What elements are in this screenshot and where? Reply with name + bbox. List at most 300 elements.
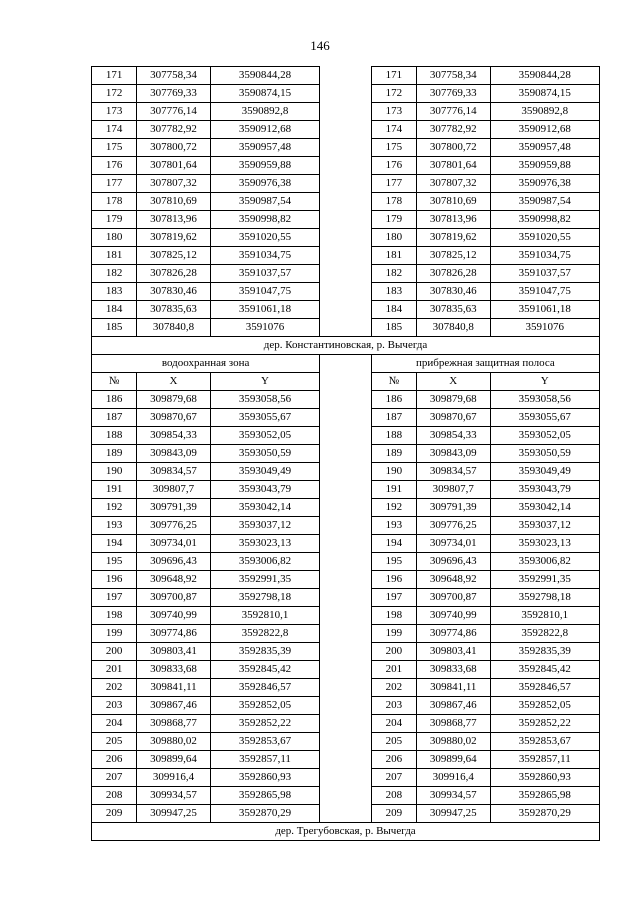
column-gap [320, 643, 372, 661]
table-row [92, 571, 600, 589]
column-gap [320, 481, 372, 499]
column-gap [320, 679, 372, 697]
column-gap [320, 265, 372, 283]
column-gap [320, 175, 372, 193]
cell-num-left: 183 [92, 283, 137, 301]
cell-y-right: 3592870,29 [490, 805, 599, 823]
table-row [92, 157, 600, 175]
header-num-left: № [92, 373, 137, 391]
column-gap [320, 697, 372, 715]
cell-num-left: 190 [92, 463, 137, 481]
column-gap [320, 517, 372, 535]
table-row [92, 751, 600, 769]
column-gap [320, 463, 372, 481]
table-row [92, 463, 600, 481]
cell-num-right: 172 [371, 85, 416, 103]
cell-num-right: 192 [371, 499, 416, 517]
cell-num-right: 205 [371, 733, 416, 751]
column-gap [320, 391, 372, 409]
cell-y-right: 3593052,05 [490, 427, 599, 445]
cell-num-left: 184 [92, 301, 137, 319]
column-gap [320, 589, 372, 607]
cell-x-left: 309740,99 [137, 607, 211, 625]
column-gap [320, 85, 372, 103]
cell-num-left: 181 [92, 247, 137, 265]
column-gap [320, 373, 372, 391]
cell-x-right: 309807,7 [416, 481, 490, 499]
cell-x-left: 307810,69 [137, 193, 211, 211]
cell-x-left: 309696,43 [137, 553, 211, 571]
cell-y-right: 3591037,57 [490, 265, 599, 283]
cell-y-right: 3592857,11 [490, 751, 599, 769]
cell-y-left: 3592845,42 [210, 661, 319, 679]
column-gap [320, 553, 372, 571]
cell-num-right: 186 [371, 391, 416, 409]
cell-num-left: 171 [92, 67, 137, 85]
cell-num-left: 189 [92, 445, 137, 463]
table-row [92, 697, 600, 715]
cell-x-right: 309899,64 [416, 751, 490, 769]
cell-y-left: 3592857,11 [210, 751, 319, 769]
cell-y-right: 3592835,39 [490, 643, 599, 661]
cell-x-left: 307840,8 [137, 319, 211, 337]
cell-num-left: 178 [92, 193, 137, 211]
cell-x-left: 309868,77 [137, 715, 211, 733]
cell-y-left: 3593043,79 [210, 481, 319, 499]
cell-num-left: 172 [92, 85, 137, 103]
column-gap [320, 211, 372, 229]
cell-y-left: 3590987,54 [210, 193, 319, 211]
cell-x-right: 309776,25 [416, 517, 490, 535]
table-row [92, 733, 600, 751]
cell-x-right: 307776,14 [416, 103, 490, 121]
column-gap [320, 193, 372, 211]
cell-num-right: 208 [371, 787, 416, 805]
cell-y-right: 3592810,1 [490, 607, 599, 625]
cell-y-left: 3592853,67 [210, 733, 319, 751]
cell-x-right: 309880,02 [416, 733, 490, 751]
table-row [92, 553, 600, 571]
cell-num-right: 175 [371, 139, 416, 157]
cell-y-right: 3591076 [490, 319, 599, 337]
cell-num-left: 199 [92, 625, 137, 643]
cell-num-left: 185 [92, 319, 137, 337]
column-gap [320, 67, 372, 85]
cell-num-right: 176 [371, 157, 416, 175]
cell-num-left: 197 [92, 589, 137, 607]
table-row [92, 643, 600, 661]
cell-num-left: 180 [92, 229, 137, 247]
table-row [92, 193, 600, 211]
cell-num-left: 176 [92, 157, 137, 175]
cell-x-right: 307826,28 [416, 265, 490, 283]
header-x-right: X [416, 373, 490, 391]
cell-x-right: 307840,8 [416, 319, 490, 337]
cell-num-right: 195 [371, 553, 416, 571]
cell-num-left: 207 [92, 769, 137, 787]
cell-num-left: 182 [92, 265, 137, 283]
table-row [92, 265, 600, 283]
cell-num-right: 202 [371, 679, 416, 697]
cell-x-left: 307835,63 [137, 301, 211, 319]
cell-x-left: 309734,01 [137, 535, 211, 553]
cell-num-left: 193 [92, 517, 137, 535]
cell-y-left: 3591020,55 [210, 229, 319, 247]
cell-x-right: 307825,12 [416, 247, 490, 265]
cell-x-right: 309740,99 [416, 607, 490, 625]
table-row [92, 607, 600, 625]
header-y-right: Y [490, 373, 599, 391]
cell-num-left: 188 [92, 427, 137, 445]
column-gap [320, 769, 372, 787]
cell-num-left: 201 [92, 661, 137, 679]
cell-y-left: 3592852,22 [210, 715, 319, 733]
cell-num-left: 200 [92, 643, 137, 661]
cell-y-left: 3590998,82 [210, 211, 319, 229]
cell-x-right: 309867,46 [416, 697, 490, 715]
cell-y-left: 3591076 [210, 319, 319, 337]
cell-y-left: 3592822,8 [210, 625, 319, 643]
cell-y-left: 3590976,38 [210, 175, 319, 193]
cell-y-right: 3590892,8 [490, 103, 599, 121]
page-number: 146 [310, 38, 330, 53]
cell-num-right: 203 [371, 697, 416, 715]
cell-x-left: 309854,33 [137, 427, 211, 445]
table-row [92, 661, 600, 679]
cell-y-right: 3591047,75 [490, 283, 599, 301]
cell-num-right: 187 [371, 409, 416, 427]
table-row [92, 247, 600, 265]
cell-num-left: 195 [92, 553, 137, 571]
cell-num-right: 193 [371, 517, 416, 535]
cell-num-left: 192 [92, 499, 137, 517]
table-row [92, 103, 600, 121]
cell-num-right: 179 [371, 211, 416, 229]
cell-x-left: 309776,25 [137, 517, 211, 535]
cell-y-right: 3593042,14 [490, 499, 599, 517]
cell-x-left: 309807,7 [137, 481, 211, 499]
cell-y-left: 3592852,05 [210, 697, 319, 715]
cell-num-left: 205 [92, 733, 137, 751]
cell-x-right: 309879,68 [416, 391, 490, 409]
cell-x-right: 307807,32 [416, 175, 490, 193]
cell-x-left: 307769,33 [137, 85, 211, 103]
column-gap [320, 283, 372, 301]
cell-x-left: 307801,64 [137, 157, 211, 175]
cell-y-left: 3593023,13 [210, 535, 319, 553]
column-gap [320, 301, 372, 319]
table-section-header [92, 337, 600, 391]
cell-x-right: 309947,25 [416, 805, 490, 823]
cell-y-right: 3592865,98 [490, 787, 599, 805]
cell-y-left: 3592860,93 [210, 769, 319, 787]
cell-y-left: 3590912,68 [210, 121, 319, 139]
table-row [92, 805, 600, 823]
cell-num-right: 204 [371, 715, 416, 733]
cell-num-right: 174 [371, 121, 416, 139]
table-row [92, 67, 600, 85]
cell-y-left: 3593050,59 [210, 445, 319, 463]
cell-y-left: 3593049,49 [210, 463, 319, 481]
cell-num-left: 198 [92, 607, 137, 625]
cell-y-right: 3593023,13 [490, 535, 599, 553]
cell-y-left: 3593006,82 [210, 553, 319, 571]
table-row [92, 85, 600, 103]
cell-num-left: 203 [92, 697, 137, 715]
cell-y-right: 3592991,35 [490, 571, 599, 589]
cell-x-left: 307813,96 [137, 211, 211, 229]
table-row [92, 319, 600, 337]
column-gap [320, 157, 372, 175]
cell-x-right: 309803,41 [416, 643, 490, 661]
table-row [92, 409, 600, 427]
column-gap [320, 787, 372, 805]
cell-x-right: 307782,92 [416, 121, 490, 139]
cell-num-right: 199 [371, 625, 416, 643]
cell-x-right: 307769,33 [416, 85, 490, 103]
column-gap [320, 103, 372, 121]
cell-x-left: 307826,28 [137, 265, 211, 283]
cell-num-right: 182 [371, 265, 416, 283]
cell-x-right: 309843,09 [416, 445, 490, 463]
cell-y-left: 3592810,1 [210, 607, 319, 625]
table-section-footer [92, 823, 600, 841]
table-row [92, 499, 600, 517]
table-row [92, 229, 600, 247]
column-gap [320, 625, 372, 643]
cell-x-right: 309834,57 [416, 463, 490, 481]
cell-y-right: 3590998,82 [490, 211, 599, 229]
cell-x-right: 307813,96 [416, 211, 490, 229]
cell-num-right: 180 [371, 229, 416, 247]
table-row [92, 445, 600, 463]
cell-num-left: 174 [92, 121, 137, 139]
cell-y-right: 3592852,05 [490, 697, 599, 715]
cell-y-right: 3592798,18 [490, 589, 599, 607]
cell-x-right: 309854,33 [416, 427, 490, 445]
cell-y-right: 3590912,68 [490, 121, 599, 139]
table-row [92, 175, 600, 193]
cell-x-left: 309843,09 [137, 445, 211, 463]
column-gap [320, 409, 372, 427]
left-zone-title: водоохранная зона [92, 355, 320, 373]
cell-num-left: 206 [92, 751, 137, 769]
column-gap [320, 535, 372, 553]
cell-x-left: 309648,92 [137, 571, 211, 589]
cell-x-left: 309916,4 [137, 769, 211, 787]
cell-x-left: 307825,12 [137, 247, 211, 265]
header-x-left: X [137, 373, 211, 391]
right-zone-title: прибрежная защитная полоса [371, 355, 599, 373]
cell-y-right: 3590987,54 [490, 193, 599, 211]
cell-y-left: 3591061,18 [210, 301, 319, 319]
cell-y-left: 3593058,56 [210, 391, 319, 409]
cell-x-right: 309833,68 [416, 661, 490, 679]
cell-y-left: 3591047,75 [210, 283, 319, 301]
table-block-2 [92, 391, 600, 823]
cell-num-left: 187 [92, 409, 137, 427]
cell-num-right: 198 [371, 607, 416, 625]
cell-num-right: 173 [371, 103, 416, 121]
table-row [92, 679, 600, 697]
cell-x-right: 307819,62 [416, 229, 490, 247]
cell-y-left: 3592870,29 [210, 805, 319, 823]
cell-num-right: 183 [371, 283, 416, 301]
table-row [92, 427, 600, 445]
table-row [92, 787, 600, 805]
cell-num-right: 207 [371, 769, 416, 787]
table-row [92, 121, 600, 139]
cell-y-right: 3593043,79 [490, 481, 599, 499]
cell-num-right: 209 [371, 805, 416, 823]
cell-x-left: 309803,41 [137, 643, 211, 661]
cell-num-left: 204 [92, 715, 137, 733]
cell-x-left: 309934,57 [137, 787, 211, 805]
cell-x-left: 309700,87 [137, 589, 211, 607]
cell-x-left: 307782,92 [137, 121, 211, 139]
cell-num-left: 179 [92, 211, 137, 229]
cell-y-right: 3592852,22 [490, 715, 599, 733]
cell-num-left: 175 [92, 139, 137, 157]
cell-x-right: 309841,11 [416, 679, 490, 697]
table-row [92, 769, 600, 787]
cell-x-left: 309833,68 [137, 661, 211, 679]
cell-num-left: 173 [92, 103, 137, 121]
table-row [92, 589, 600, 607]
cell-x-left: 309834,57 [137, 463, 211, 481]
cell-y-right: 3592846,57 [490, 679, 599, 697]
cell-y-right: 3592860,93 [490, 769, 599, 787]
cell-y-left: 3590959,88 [210, 157, 319, 175]
cell-x-right: 309774,86 [416, 625, 490, 643]
cell-y-right: 3590957,48 [490, 139, 599, 157]
column-gap [320, 805, 372, 823]
cell-y-right: 3590844,28 [490, 67, 599, 85]
cell-x-right: 309870,67 [416, 409, 490, 427]
column-gap [320, 427, 372, 445]
cell-num-left: 196 [92, 571, 137, 589]
cell-num-right: 191 [371, 481, 416, 499]
cell-x-left: 309774,86 [137, 625, 211, 643]
cell-num-right: 185 [371, 319, 416, 337]
cell-num-right: 188 [371, 427, 416, 445]
cell-x-right: 307801,64 [416, 157, 490, 175]
cell-x-right: 309734,01 [416, 535, 490, 553]
cell-y-right: 3590976,38 [490, 175, 599, 193]
cell-y-left: 3592846,57 [210, 679, 319, 697]
cell-y-right: 3590959,88 [490, 157, 599, 175]
table-block-1 [92, 67, 600, 337]
cell-num-left: 208 [92, 787, 137, 805]
cell-x-right: 309648,92 [416, 571, 490, 589]
header-num-right: № [371, 373, 416, 391]
column-gap [320, 733, 372, 751]
column-gap [320, 445, 372, 463]
cell-y-left: 3592835,39 [210, 643, 319, 661]
column-gap [320, 319, 372, 337]
cell-num-left: 202 [92, 679, 137, 697]
table-row [92, 301, 600, 319]
cell-y-right: 3591061,18 [490, 301, 599, 319]
cell-x-left: 307776,14 [137, 103, 211, 121]
cell-x-right: 309934,57 [416, 787, 490, 805]
cell-num-right: 194 [371, 535, 416, 553]
cell-y-left: 3591034,75 [210, 247, 319, 265]
cell-x-left: 307800,72 [137, 139, 211, 157]
cell-y-right: 3593055,67 [490, 409, 599, 427]
cell-y-left: 3592991,35 [210, 571, 319, 589]
cell-num-right: 181 [371, 247, 416, 265]
header-y-left: Y [210, 373, 319, 391]
cell-num-right: 201 [371, 661, 416, 679]
column-gap [320, 247, 372, 265]
table-row [92, 481, 600, 499]
column-gap [320, 121, 372, 139]
table-row [92, 535, 600, 553]
cell-y-right: 3592822,8 [490, 625, 599, 643]
cell-y-right: 3591034,75 [490, 247, 599, 265]
cell-num-right: 171 [371, 67, 416, 85]
cell-y-right: 3593006,82 [490, 553, 599, 571]
cell-num-right: 206 [371, 751, 416, 769]
cell-x-left: 307758,34 [137, 67, 211, 85]
cell-x-left: 307807,32 [137, 175, 211, 193]
cell-x-left: 309899,64 [137, 751, 211, 769]
cell-x-right: 309791,39 [416, 499, 490, 517]
cell-num-left: 194 [92, 535, 137, 553]
cell-y-left: 3593037,12 [210, 517, 319, 535]
cell-y-right: 3590874,15 [490, 85, 599, 103]
cell-num-right: 196 [371, 571, 416, 589]
column-gap [320, 499, 372, 517]
cell-y-left: 3592798,18 [210, 589, 319, 607]
cell-num-left: 186 [92, 391, 137, 409]
cell-y-left: 3590957,48 [210, 139, 319, 157]
cell-x-right: 309700,87 [416, 589, 490, 607]
cell-y-right: 3592845,42 [490, 661, 599, 679]
cell-x-right: 309868,77 [416, 715, 490, 733]
cell-num-left: 177 [92, 175, 137, 193]
table-row [92, 625, 600, 643]
cell-x-right: 307810,69 [416, 193, 490, 211]
column-gap [320, 661, 372, 679]
cell-num-left: 191 [92, 481, 137, 499]
table-row [92, 139, 600, 157]
cell-num-right: 190 [371, 463, 416, 481]
cell-x-left: 309879,68 [137, 391, 211, 409]
cell-num-right: 177 [371, 175, 416, 193]
column-gap [320, 229, 372, 247]
cell-y-right: 3593050,59 [490, 445, 599, 463]
cell-y-left: 3590874,15 [210, 85, 319, 103]
column-gap [320, 139, 372, 157]
cell-y-right: 3593037,12 [490, 517, 599, 535]
section-title: дер. Трегубовская, р. Вычегда [92, 823, 600, 841]
cell-y-left: 3593055,67 [210, 409, 319, 427]
cell-y-left: 3590892,8 [210, 103, 319, 121]
cell-num-right: 200 [371, 643, 416, 661]
cell-num-right: 189 [371, 445, 416, 463]
cell-x-right: 307835,63 [416, 301, 490, 319]
cell-y-right: 3591020,55 [490, 229, 599, 247]
column-gap [320, 715, 372, 733]
cell-x-left: 309870,67 [137, 409, 211, 427]
column-gap [320, 607, 372, 625]
cell-x-right: 307758,34 [416, 67, 490, 85]
column-gap [320, 355, 372, 373]
coordinates-table [91, 66, 600, 841]
cell-num-right: 184 [371, 301, 416, 319]
